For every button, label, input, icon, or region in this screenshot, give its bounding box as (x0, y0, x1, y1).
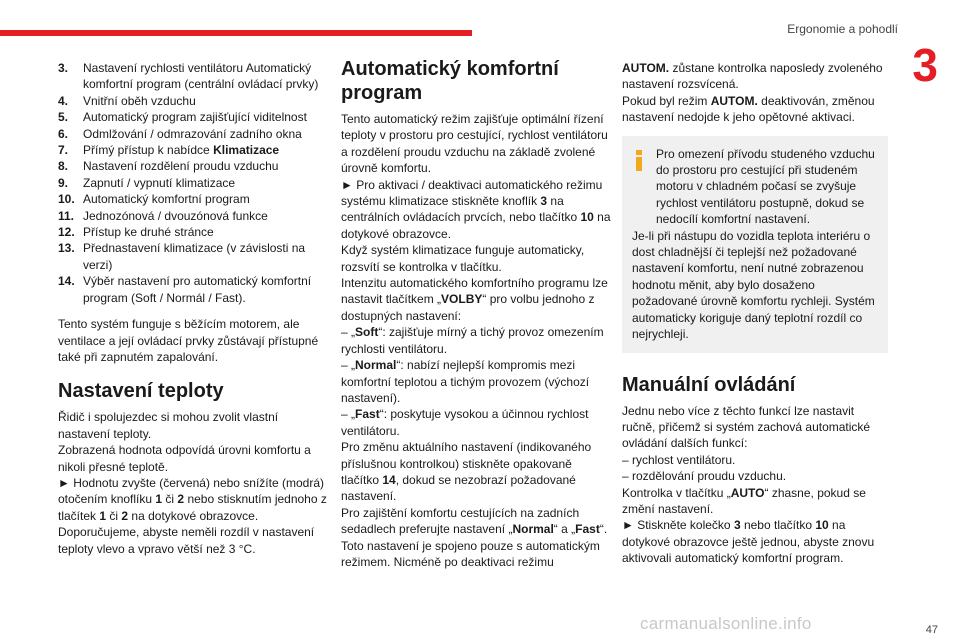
paragraph: Řidič i spolujezdec si mohou zvolit vlastní nastavení teploty. (58, 410, 279, 441)
list-item: 7. Přímý přístup k nabídce Klimatizace (58, 143, 280, 158)
column-2 (341, 57, 613, 570)
heading-auto-comfort: Automatický komfortní program (341, 58, 559, 104)
paragraph: ► Hodnotu zvyšte (červená) nebo snížíte (modrá) otočením knoflíku 1 či 2 nebo stisknutím jednoho z tlačítek 1 či 2 na dotykové obrazovce. (58, 475, 327, 523)
paragraph: Tento automatický režim zajišťuje optimální řízení teploty v prostoru pro cestující, rychlost ventilátoru a rozdělení proudu vzduchu na základě zvolené úrovně komfortu. (341, 112, 608, 176)
info-box (622, 136, 888, 353)
paragraph: – rychlost ventilátoru. (622, 452, 736, 467)
list-item: 10. Automatický komfortní program (58, 192, 250, 207)
paragraph: Doporučujeme, abyste neměli rozdíl v nastavení teploty vlevo a vpravo větší než 3 °C. (58, 525, 315, 556)
paragraph: Toto nastavení je spojeno pouze s automatickým režimem. Nicméně po deaktivaci režimu (341, 538, 600, 569)
list-item: 12. Přístup ke druhé stránce (58, 225, 214, 240)
heading-temperature: Nastavení teploty (58, 380, 224, 403)
paragraph: ► Pro aktivaci / deaktivaci automatického režimu systému klimatizace stiskněte knoflík 3 na centrálních ovládacích prvcích, nebo tlačítko 10 na dotykové obrazovce. (341, 177, 611, 241)
column-1 (58, 60, 328, 557)
info-paragraph: Je-li při nástupu do vozidla teplota interiéru o dost chladnější či teplejší než požadované nastavení komfortu, není nutné zobrazenou hodnotu měnit, aby bylo dosaženo požadované úrovně komfortu rychleji. Systém automaticky koriguje daný teplotní rozdíl co nejrychleji. (632, 228, 875, 342)
list-item: 14. Výběr nastavení pro automatický komfortní program (Soft / Normál / Fast). (58, 274, 312, 305)
list-item: 11. Jednozónová / dvouzónová funkce (58, 208, 268, 223)
list-item: 13. Přednastavení klimatizace (v závislosti na verzi) (58, 241, 306, 272)
paragraph: Kontrolka v tlačítku „AUTO“ zhasne, pokud se změní nastavení. (622, 485, 866, 516)
list-item: 6. Odmlžování / odmrazování zadního okna (58, 126, 302, 141)
engine-note: Tento systém funguje s běžícím motorem, ale ventilace a její ovládací prvky zůstávají přístupné také při zapnutém zapalování. (58, 317, 319, 364)
paragraph: – „Normal“: nabízí nejlepší kompromis mezi komfortní teplotou a tichým provozem (výchozí nastavení). (341, 358, 590, 405)
paragraph: Pro změnu aktuálního nastavení (indikovaného příslušnou kontrolkou) stiskněte opakovaně tlačítko 14, dokud se nezobrazí požadované nastavení. (341, 440, 592, 504)
list-item: 9. Zapnutí / vypnutí klimatizace (58, 175, 236, 190)
paragraph: Jednu nebo více z těchto funkcí lze nastavit ručně, přičemž si systém zachová automatické ovládání dalších funkcí: (622, 403, 871, 451)
paragraph: AUTOM. zůstane kontrolka naposledy zvoleného nastavení rozsvícená. (622, 61, 883, 92)
paragraph: Pro zajištění komfortu cestujících na zadních sedadlech preferujte nastavení „Normal“ a „Fast“. (341, 505, 608, 537)
list-item: 3. Nastavení rychlosti ventilátoru Automatický komfortní program (centrální ovládací prvky) (58, 61, 319, 92)
paragraph: – „Soft“: zajišťuje mírný a tichý provoz omezením rychlosti ventilátoru. (341, 325, 604, 356)
info-icon (634, 150, 644, 172)
paragraph: ► Stiskněte kolečko 3 nebo tlačítko 10 na dotykové obrazovce ještě jednou, abyste znovu aktivovali automatický komfortní program. (622, 518, 875, 566)
column-3 (622, 60, 888, 567)
paragraph: Pokud byl režim AUTOM. deaktivován, změnou nastavení nedojde k jeho opětovné aktivaci. (622, 93, 875, 125)
chapter-number: 3 (912, 39, 938, 91)
paragraph: – rozdělování proudu vzduchu. (622, 469, 787, 484)
paragraph: Zobrazená hodnota odpovídá úrovni komfortu a nikoli přesné teplotě. (58, 443, 311, 474)
info-paragraph: Pro omezení přívodu studeného vzduchu do prostoru pro cestující při studeném motoru v chladném počasí se zvyšuje rychlost ventilátoru postupně, dokud se nedocílí komfortní nastavení. (656, 146, 875, 227)
watermark: carmanualsonline.info (640, 614, 812, 633)
list-item: 8. Nastavení rozdělení proudu vzduchu (58, 159, 279, 174)
heading-manual: Manuální ovládání (622, 373, 796, 396)
controls-list (58, 60, 328, 306)
header-accent-bar (0, 30, 472, 36)
chapter-title: Ergonomie a pohodlí (787, 22, 898, 36)
list-item: 5. Automatický program zajišťující viditelnost (58, 110, 307, 125)
list-item: 4. Vnitřní oběh vzduchu (58, 93, 196, 108)
paragraph: – „Fast“: poskytuje vysokou a účinnou rychlost ventilátoru. (341, 407, 589, 438)
paragraph: Když systém klimatizace funguje automaticky, rozsvítí se kontrolka v tlačítku. (341, 243, 585, 274)
paragraph: Intenzitu automatického komfortního programu lze nastavit tlačítkem „VOLBY“ pro volbu jednoho z dostupných nastavení: (341, 276, 608, 323)
page-number: 47 (925, 624, 938, 636)
